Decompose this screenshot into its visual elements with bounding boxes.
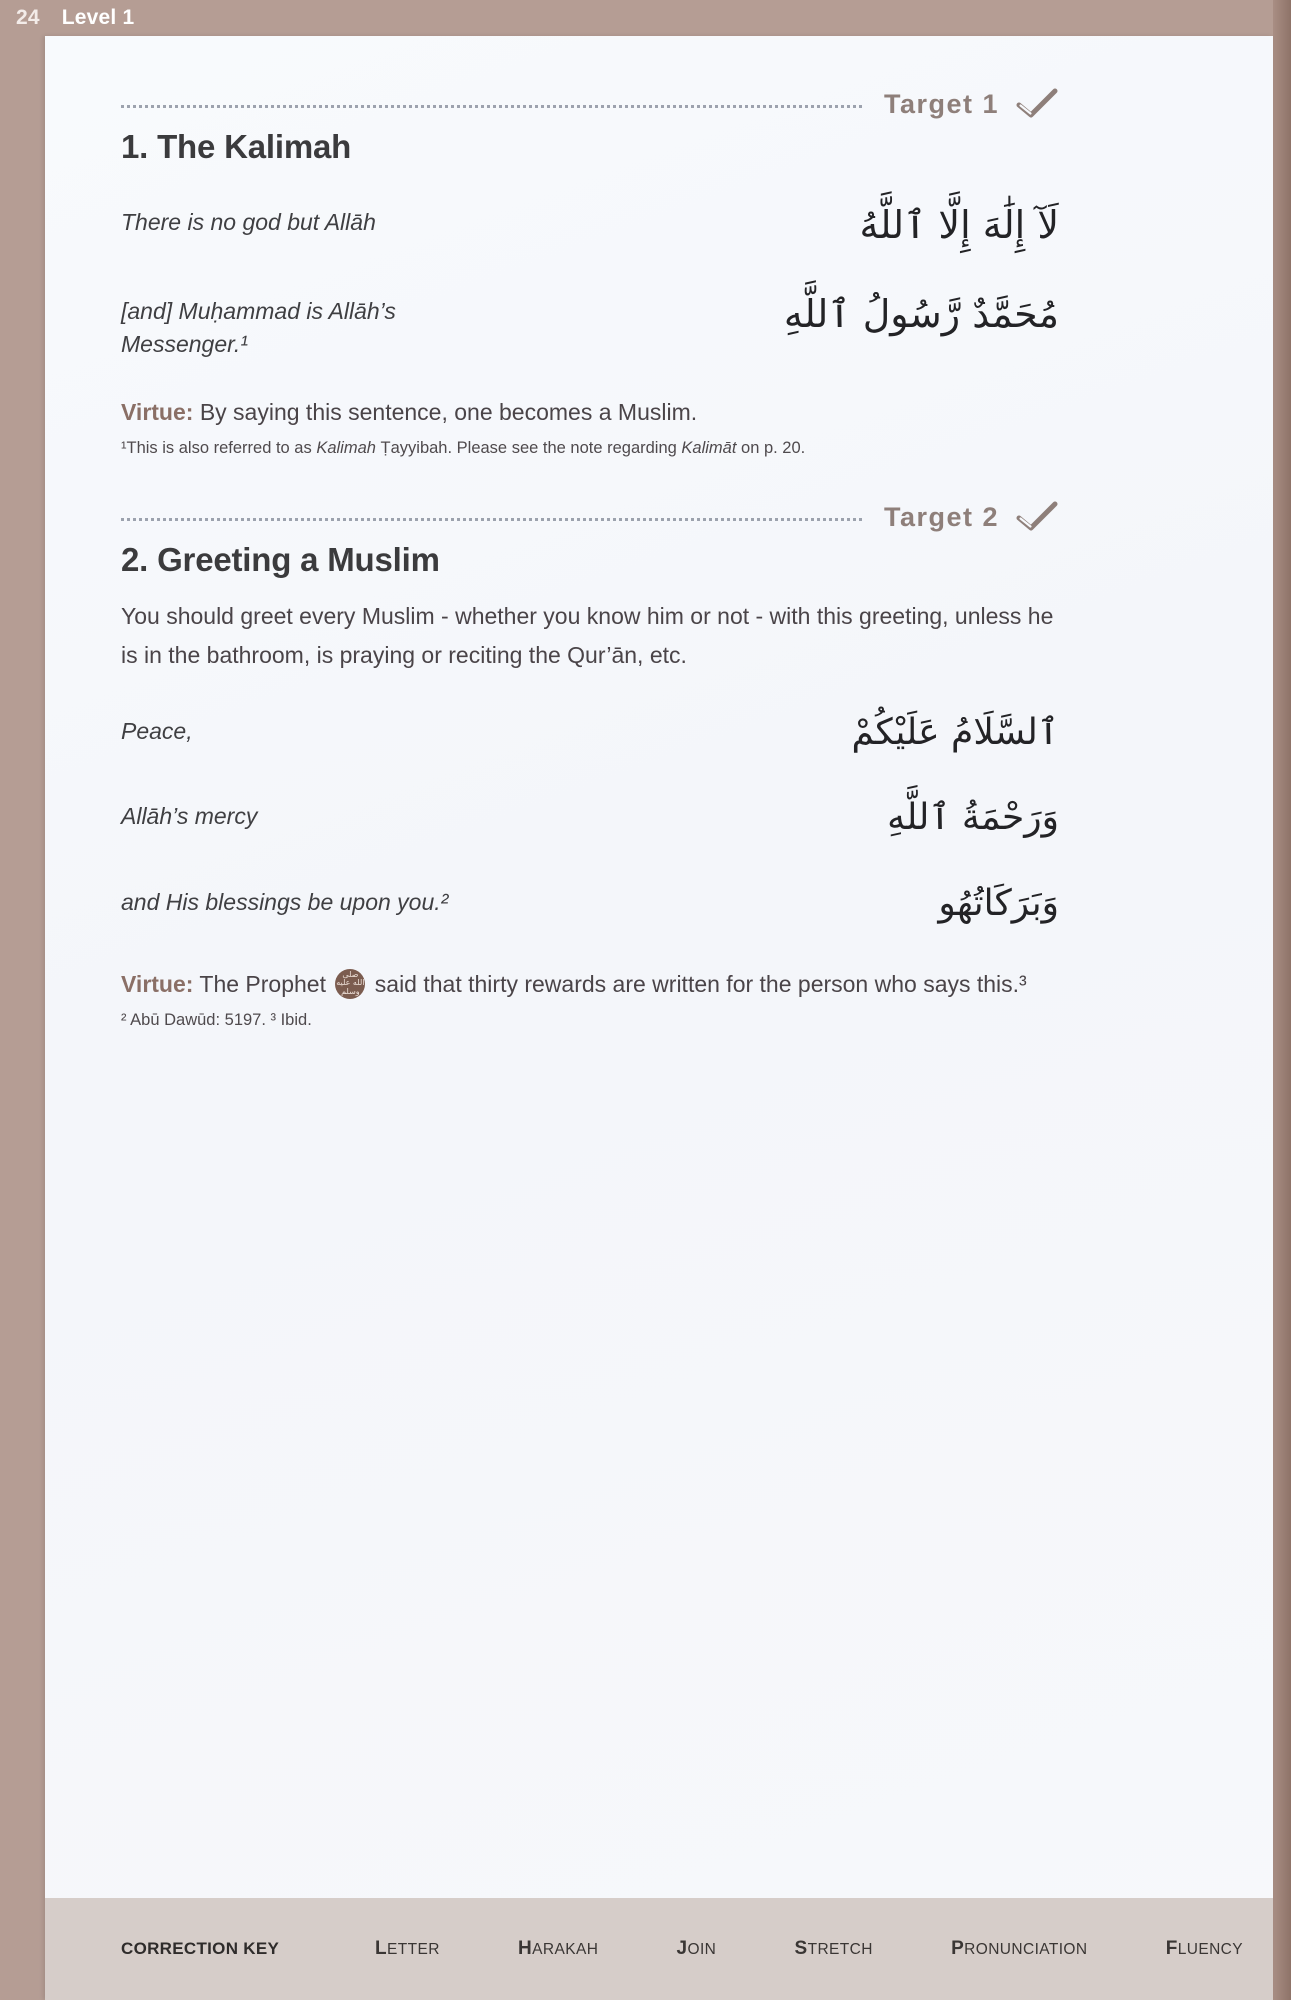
target-label-1: Target 1 [883,88,999,119]
pbuh-glyph [335,971,365,996]
footnote-mid: Ṭayyibah. Please see the note regarding [375,439,682,458]
item-cap: F [1165,1938,1178,1959]
section-body-paragraph: You should greet every Muslim - whether you know him or not - with this greeting, unless he is in the bathroom, is praying or reciting the Qur’ān, etc. [121,603,1054,668]
correction-key-item-pronunciation[interactable] [951,1938,1087,1960]
item-cap: S [794,1938,808,1959]
item-rest: ETTER [387,1941,440,1958]
english-text: [and] Muḥammad is Allāh’s Messenger.¹ [121,297,396,357]
correction-key-bar [45,1898,1273,2000]
pbuh-glyph-line-3: وسلم [341,986,360,996]
item-cap: P [951,1938,965,1959]
page-body [45,36,1273,1898]
arabic-text: لَآ إِلَٰهَ إِلَّا ٱللَّهُ [859,203,1059,247]
pbuh-glyph-line-1: صلى [342,969,359,979]
checkmark-icon[interactable] [1015,87,1059,121]
item-cap: L [375,1938,388,1959]
checkmark-icon[interactable] [1015,500,1059,534]
section-greeting-a-muslim [121,495,1059,1033]
pbuh-badge-icon [335,969,365,999]
item-rest: TRETCH [807,1941,873,1958]
level-label: Level 1 [61,6,135,29]
page-header-band [0,0,1291,36]
virtue-text-pre: The Prophet [193,971,333,998]
pbuh-glyph-line-2: الله عليه [336,978,365,988]
english-text: Allāh’s mercy [121,803,258,830]
arabic-text: وَبَرَكَاتُهُو [938,883,1059,925]
footnote-post: on p. 20. [736,439,806,458]
virtue-text-post: said that thirty rewards are written for the person who says this.³ [368,971,1027,998]
bilingual-row [121,285,1059,360]
correction-key-item-fluency[interactable] [1166,1938,1243,1960]
target-label-2: Target 2 [883,501,999,532]
english-text: There is no god but Allāh [121,209,376,235]
section-the-kalimah [121,82,1059,461]
footnote-italic-kalimat: Kalimāt [681,439,737,458]
section-title-2: 2. Greeting a Muslim [121,541,440,579]
item-rest: ARAKAH [532,1941,599,1958]
dotted-rule [121,517,862,521]
correction-key-item-stretch[interactable] [795,1938,873,1960]
item-cap: J [676,1938,688,1959]
correction-key-item-join[interactable] [677,1938,717,1960]
item-rest: OIN [687,1941,717,1958]
footnote-italic-kalimah: Kalimah [316,439,376,458]
page-gutter-edge [1273,0,1291,2000]
bilingual-row [121,705,1059,761]
correction-key-item-harakah[interactable] [518,1938,598,1960]
item-rest: LUENCY [1177,1941,1243,1958]
page-number: 24 [16,6,40,29]
arabic-text: مُحَمَّدٌ رَّسُولُ ٱللَّهِ [783,291,1059,336]
virtue-keyword: Virtue: [121,971,194,998]
footnote-1 [121,437,1059,461]
target-row-1 [121,82,1059,126]
item-cap: H [518,1938,533,1959]
virtue-text: By saying this sentence, one becomes a Muslim. [193,399,698,426]
virtue-line-2 [121,966,1059,1003]
correction-key-title: CORRECTION KEY [121,1939,280,1958]
bilingual-row [121,196,1059,255]
arabic-text: ٱلسَّلَامُ عَلَيْكُمْ [851,711,1059,753]
item-rest: RONUNCIATION [964,1941,1088,1958]
dotted-rule [121,104,862,108]
footnote-pre: ¹This is also referred to as [121,439,317,458]
footnote-2: ² Abū Dawūd: 5197. ³ Ibid. [121,1011,312,1030]
bilingual-row [121,876,1059,932]
page-sheet [45,36,1273,2000]
english-text: and His blessings be upon you.² [121,889,449,916]
arabic-text: وَرَحْمَةُ ٱللَّهِ [887,797,1059,839]
english-text: Peace, [121,717,193,744]
bilingual-row [121,790,1059,846]
virtue-keyword: Virtue: [121,399,194,426]
target-row-2 [121,495,1059,539]
section-title-1: 1. The Kalimah [121,128,352,165]
correction-key-item-letter[interactable] [375,1938,440,1960]
correction-key-items [375,1938,1243,1960]
virtue-line-1 [121,394,1059,431]
page-content [121,82,1059,1033]
